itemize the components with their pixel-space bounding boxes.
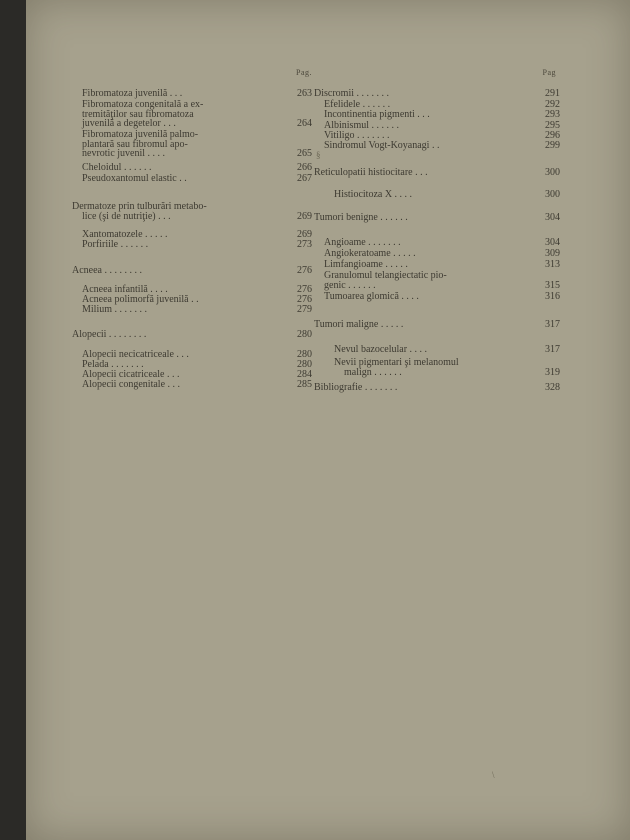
toc-section: Bibliografie . . . . . . . 328 bbox=[314, 382, 560, 393]
toc-entry: Alopecii congenitale . . . 285 bbox=[82, 379, 312, 390]
toc-section: Reticulopatii histiocitare . . . 300 bbox=[314, 167, 560, 178]
toc-entry: Granulomul telangiectatic pio- genic . . . . . . 315 bbox=[324, 270, 560, 291]
print-mark: § bbox=[316, 150, 321, 160]
toc-entry: Sindromul Vogt-Koyanagi . . 299 bbox=[324, 140, 560, 151]
toc-entry: Pseudoxantomul elastic . . 267 bbox=[82, 173, 312, 184]
toc-entry: Nevul bazocelular . . . . 317 bbox=[334, 344, 560, 355]
toc-entry: Efelidele . . . . . . 292 bbox=[324, 99, 560, 110]
toc-entry: Limfangioame . . . . . 313 bbox=[324, 259, 560, 270]
toc-entry: Vitiligo . . . . . . . 296 bbox=[324, 130, 560, 141]
toc-entry: Histiocitoza X . . . . 300 bbox=[334, 189, 560, 200]
toc-entry: Milium . . . . . . . 279 bbox=[82, 304, 312, 315]
toc-entry: Fibromatoza congenitală a ex- tremităţilor sau fibromatoza juvenilă a degetelor . . . 264 bbox=[82, 99, 312, 129]
toc-section: Tumori benigne . . . . . . 304 bbox=[314, 212, 560, 223]
toc-section: Acneea . . . . . . . . 276 bbox=[72, 265, 312, 276]
print-mark: \ bbox=[492, 770, 495, 780]
toc-section: Tumori maligne . . . . . 317 bbox=[314, 319, 560, 330]
toc-section: Discromii . . . . . . . 291 bbox=[314, 88, 560, 99]
toc-entry: Nevii pigmentari şi melanomul malign . . . . . . 319 bbox=[334, 357, 560, 378]
toc-entry: Acneea polimorfă juvenilă . . 276 bbox=[82, 294, 312, 305]
toc-entry: Alopecii necicatriceale . . . 280 bbox=[82, 349, 312, 360]
pag-label: Pag bbox=[542, 68, 556, 77]
toc-entry: Incontinentia pigmenti . . . 293 bbox=[324, 109, 560, 120]
toc-entry: Pelada . . . . . . . 280 bbox=[82, 359, 312, 370]
toc-entry: Cheloidul . . . . . . 266 bbox=[82, 162, 312, 173]
toc-section: Alopecii . . . . . . . . 280 bbox=[72, 329, 312, 340]
toc-entry: Fibromatoza juvenilă palmo- plantară sau fibromul apo- nevrotic juvenil . . . . 265 bbox=[82, 129, 312, 159]
pag-label: Pag. bbox=[296, 68, 312, 77]
toc-entry: Albinismul . . . . . . 295 bbox=[324, 120, 560, 131]
book-page bbox=[26, 0, 630, 840]
toc-entry: Alopecii cicatriceale . . . 284 bbox=[82, 369, 312, 380]
toc-entry: Fibromatoza juvenilă . . . 263 bbox=[82, 88, 312, 99]
toc-entry: Xantomatozele . . . . . 269 bbox=[82, 229, 312, 240]
toc-entry: Angioame . . . . . . . 304 bbox=[324, 237, 560, 248]
toc-entry: Tumoarea glomică . . . . 316 bbox=[324, 291, 560, 302]
toc-section: Dermatoze prin tulburări metabo- lice (şi de nutriţie) . . . 269 bbox=[72, 201, 312, 222]
toc-entry: Angiokeratoame . . . . . 309 bbox=[324, 248, 560, 259]
toc-entry: Porfiriile . . . . . . 273 bbox=[82, 239, 312, 250]
toc-entry: Acneea infantilă . . . . 276 bbox=[82, 284, 312, 295]
